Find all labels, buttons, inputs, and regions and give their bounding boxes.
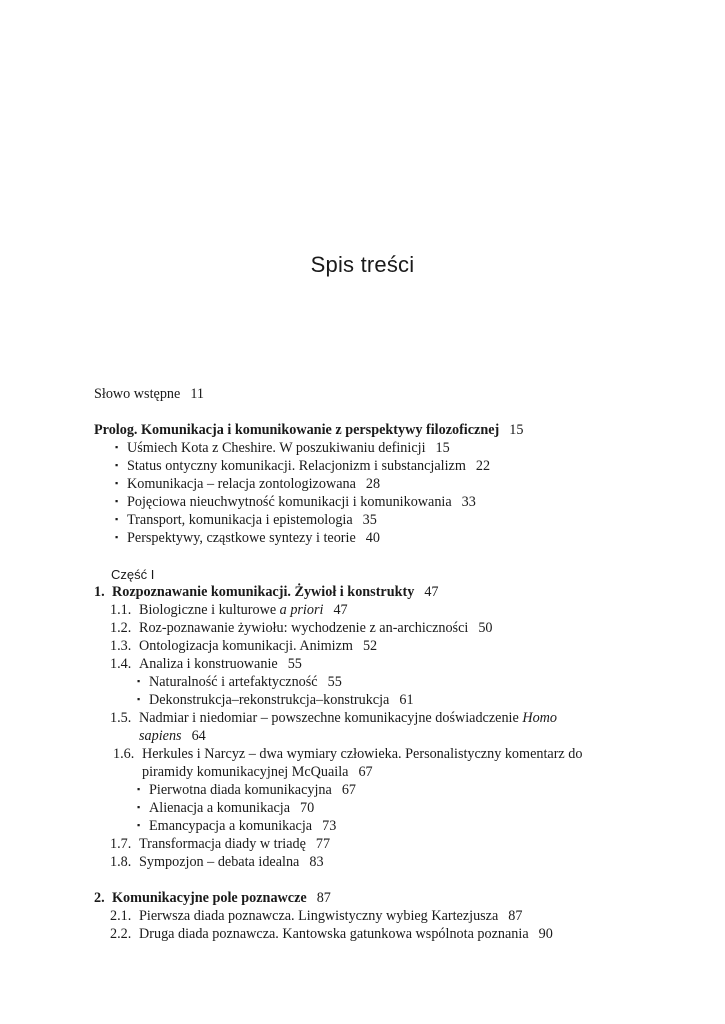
bullet-icon: ▪ [115,496,119,506]
toc-entry-section[interactable] [110,655,302,673]
entry-label-italic: a priori [279,602,324,618]
entry-label: Komunikacja – relacja zontologizowana [127,476,356,492]
entry-label: Dekonstrukcja–rekonstrukcja–konstrukcja [149,692,390,708]
entry-number: 1.3. [110,638,132,654]
bullet-icon: ▪ [137,694,141,704]
toc-entry-chapter-2[interactable] [94,889,331,907]
toc-entry-section[interactable] [110,601,348,619]
entry-label: piramidy komunikacyjnej McQuaila [142,764,349,780]
entry-label-italic: sapiens [139,728,182,744]
entry-label: Uśmiech Kota z Cheshire. W poszukiwaniu definicji [127,440,426,456]
entry-label: Biologiczne i kulturowe [139,602,280,618]
bullet-icon: ▪ [115,478,119,488]
entry-page: 35 [362,512,377,528]
entry-page: 11 [190,386,204,402]
toc-entry-continuation[interactable] [142,763,373,781]
entry-label: Pojęciowa nieuchwytność komunikacji i komunikowania [127,494,452,510]
entry-label: Rozpoznawanie komunikacji. Żywioł i konstrukty [112,584,415,600]
entry-number: 1.8. [110,854,132,870]
toc-subentry[interactable] [137,781,356,800]
toc-subentry[interactable] [115,511,377,530]
entry-page: 67 [341,782,356,798]
toc-subentry[interactable] [115,475,380,494]
entry-number: 1.5. [110,710,132,726]
bullet-icon: ▪ [115,460,119,470]
toc-entry-chapter-1[interactable] [94,583,439,601]
entry-label: Status ontyczny komunikacji. Relacjonizm i substancjalizm [127,458,466,474]
entry-number: 1.7. [110,836,132,852]
entry-label: Komunikacyjne pole poznawcze [112,890,307,906]
toc-entry-continuation[interactable] [139,727,206,745]
entry-label: Alienacja a komunikacja [149,800,291,816]
entry-label: Analiza i konstruowanie [139,656,278,672]
entry-label: Naturalność i artefaktyczność [149,674,318,690]
entry-page: 70 [300,800,315,816]
entry-page: 87 [316,890,331,906]
toc-subentry[interactable] [137,673,342,692]
toc-subentry[interactable] [115,439,450,458]
entry-label: Pierwsza diada poznawcza. Lingwistyczny wybieg Kartezjusza [139,908,499,924]
entry-page: 50 [478,620,493,636]
toc-entry-section[interactable] [110,853,324,871]
entry-number: 1.6. [113,746,135,762]
toc-subentry[interactable] [115,457,490,476]
entry-number: 1.4. [110,656,132,672]
page-title: Spis treści [310,252,415,277]
entry-page: 87 [508,908,523,924]
entry-page: 22 [475,458,491,474]
toc-subentry[interactable] [137,799,314,818]
entry-page: 77 [315,836,331,852]
entry-page: 52 [362,638,378,654]
entry-page: 40 [365,530,380,546]
entry-label: Transformacja diady w triadę [139,836,306,852]
entry-label-italic: Homo [522,710,558,726]
entry-page: 64 [191,728,206,744]
bullet-icon: ▪ [137,820,141,830]
entry-number: 1.1. [110,602,132,618]
toc-entry-section[interactable] [110,835,330,853]
entry-label: Herkules i Narcyz – dwa wymiary człowieka. Personalistyczny komentarz do [142,746,583,762]
toc-subentry[interactable] [137,691,414,710]
toc-entry-prolog[interactable] [94,421,523,439]
entry-page: 73 [322,818,337,834]
entry-label: Transport, komunikacja i epistemologia [127,512,353,528]
entry-label: Nadmiar i niedomiar – powszechne komunikacyjne doświadczenie [139,710,523,726]
entry-label: Prolog. Komunikacja i komunikowanie z perspektywy filozoficznej [94,422,500,438]
toc-entry-foreword[interactable] [94,385,204,403]
entry-label: Druga diada poznawcza. Kantowska gatunkowa wspólnota poznania [139,926,529,942]
entry-page: 83 [309,854,324,870]
entry-number: 1.2. [110,620,132,636]
entry-label: Pierwotna diada komunikacyjna [149,782,332,798]
entry-label: Ontologizacja komunikacji. Animizm [139,638,353,654]
entry-page: 33 [461,494,476,510]
entry-page: 47 [424,584,439,600]
entry-page: 61 [399,692,414,708]
entry-page: 55 [327,674,342,690]
toc-subentry[interactable] [115,493,476,512]
toc-entry-section[interactable] [110,925,553,943]
entry-page: 15 [435,440,450,456]
entry-label: Roz-poznawanie żywiołu: wychodzenie z an-archiczności [139,620,469,636]
entry-number: 2.1. [110,908,132,924]
toc-entry-section[interactable] [110,619,493,637]
part-heading: Część I [111,567,155,582]
entry-label: Sympozjon – debata idealna [139,854,300,870]
entry-number: 2. [94,890,105,906]
entry-page: 15 [509,422,524,438]
toc-entry-section[interactable] [110,637,377,655]
entry-label: Perspektywy, cząstkowe syntezy i teorie [127,530,356,546]
entry-number: 2.2. [110,926,132,942]
entry-page: 55 [287,656,302,672]
toc-entry-section[interactable] [113,745,582,763]
toc-subentry[interactable] [115,529,380,548]
entry-label: Emancypacja a komunikacja [149,818,313,834]
bullet-icon: ▪ [137,802,141,812]
entry-page: 47 [333,602,348,618]
bullet-icon: ▪ [115,442,119,452]
entry-page: 28 [365,476,381,492]
bullet-icon: ▪ [115,532,119,542]
entry-number: 1. [94,584,105,600]
bullet-icon: ▪ [137,676,141,686]
bullet-icon: ▪ [115,514,119,524]
entry-label: Słowo wstępne [94,386,181,402]
toc-subentry[interactable] [137,817,336,836]
toc-entry-section[interactable] [110,907,522,925]
toc-entry-section[interactable] [110,709,557,727]
bullet-icon: ▪ [137,784,141,794]
entry-page: 90 [538,926,553,942]
entry-page: 67 [358,764,373,780]
